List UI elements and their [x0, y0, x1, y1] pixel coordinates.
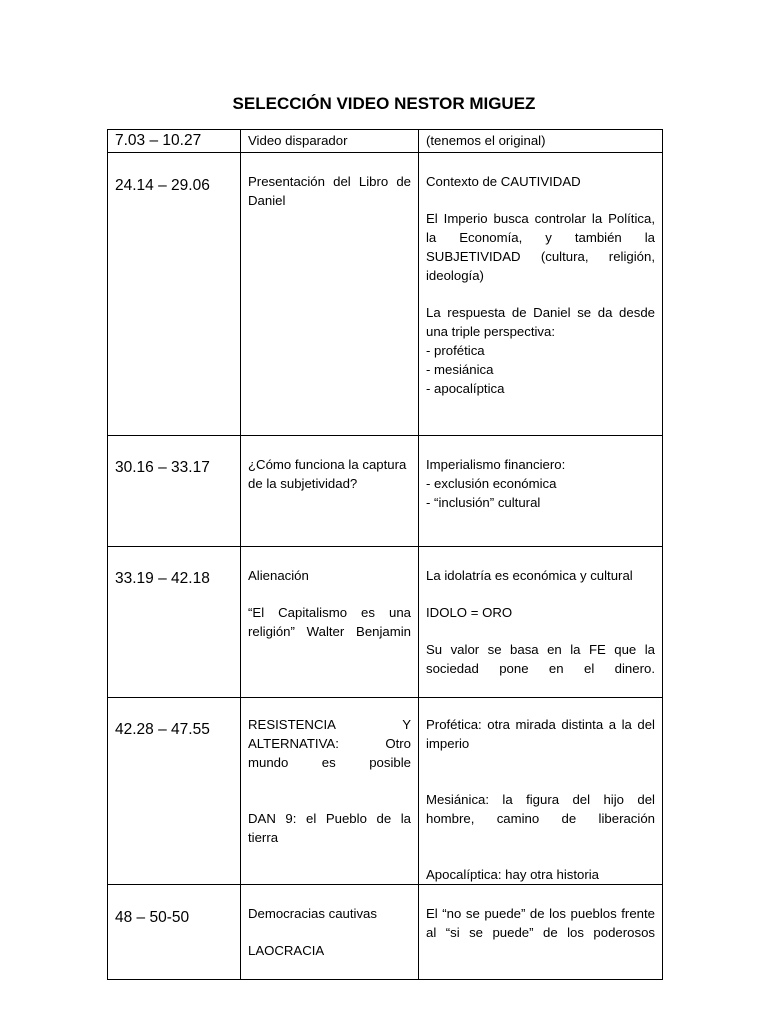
notes-cell: [419, 436, 663, 547]
topic-text: Video disparador: [248, 133, 348, 148]
time-range: 30.16 – 33.17: [115, 459, 210, 476]
time-range-cell: [108, 885, 241, 980]
topic-cell: [241, 130, 419, 153]
notes-list-item: - exclusión económica: [426, 476, 557, 491]
topic-text: ¿Cómo funciona la captura de la subjetividad?: [248, 457, 407, 491]
time-range: 7.03 – 10.27: [115, 132, 202, 149]
notes-text: La respuesta de Daniel se da desde una triple perspectiva:: [426, 305, 655, 339]
table-row: [108, 130, 663, 153]
topic-text: “El Capitalismo es una religión” Walter Benjamin: [248, 605, 411, 639]
topic-text: DAN 9: el Pueblo de la tierra: [248, 811, 411, 845]
time-range: 24.14 – 29.06: [115, 177, 210, 194]
notes-text: Imperialismo financiero:: [426, 457, 566, 472]
notes-cell: [419, 153, 663, 436]
topic-text: Alienación: [248, 568, 309, 583]
notes-cell: [419, 547, 663, 698]
document-title: SELECCIÓN VIDEO NESTOR MIGUEZ: [232, 94, 536, 113]
notes-list-item: - mesiánica: [426, 362, 494, 377]
notes-text: (tenemos el original): [426, 133, 546, 148]
notes-text: La idolatría es económica y cultural: [426, 568, 633, 583]
notes-list-item: - apocalíptica: [426, 381, 505, 396]
table-row: [108, 153, 663, 436]
notes-cell: [419, 885, 663, 980]
time-range: 33.19 – 42.18: [115, 570, 210, 587]
topic-text: RESISTENCIA Y ALTERNATIVA: Otro mundo es posible: [248, 717, 411, 770]
topic-text: Democracias cautivas: [248, 906, 377, 921]
table-row: [108, 547, 663, 698]
time-range-cell: [108, 130, 241, 153]
notes-text: Su valor se basa en la FE que la sociedad pone en el dinero.: [426, 642, 655, 676]
video-segments-table: [107, 129, 663, 980]
notes-text: El “no se puede” de los pueblos frente al “si se puede” de los poderosos: [426, 906, 655, 940]
notes-text: Profética: otra mirada distinta a la del imperio: [426, 717, 655, 751]
topic-cell: [241, 698, 419, 885]
notes-text: Mesiánica: la figura del hijo del hombre, camino de liberación: [426, 792, 655, 826]
notes-text: El Imperio busca controlar la Política, la Economía, y también la SUBJETIVIDAD (cultura, religión, ideología): [426, 211, 655, 283]
notes-text: Apocalíptica: hay otra historia: [426, 867, 599, 882]
table-row: [108, 885, 663, 980]
time-range-cell: [108, 547, 241, 698]
notes-list-item: - profética: [426, 343, 485, 358]
table-row: [108, 436, 663, 547]
notes-cell: [419, 698, 663, 885]
time-range: 42.28 – 47.55: [115, 721, 210, 738]
time-range-cell: [108, 153, 241, 436]
time-range: 48 – 50-50: [115, 909, 190, 926]
notes-list-item: - “inclusión” cultural: [426, 495, 541, 510]
time-range-cell: [108, 436, 241, 547]
time-range-cell: [108, 698, 241, 885]
notes-cell: [419, 130, 663, 153]
topic-cell: [241, 436, 419, 547]
table-row: [108, 698, 663, 885]
notes-text: Contexto de CAUTIVIDAD: [426, 174, 581, 189]
topic-cell: [241, 885, 419, 980]
topic-cell: [241, 153, 419, 436]
notes-text: IDOLO = ORO: [426, 605, 513, 620]
topic-cell: [241, 547, 419, 698]
topic-text: LAOCRACIA: [248, 943, 325, 958]
topic-text: Presentación del Libro de Daniel: [248, 174, 411, 208]
